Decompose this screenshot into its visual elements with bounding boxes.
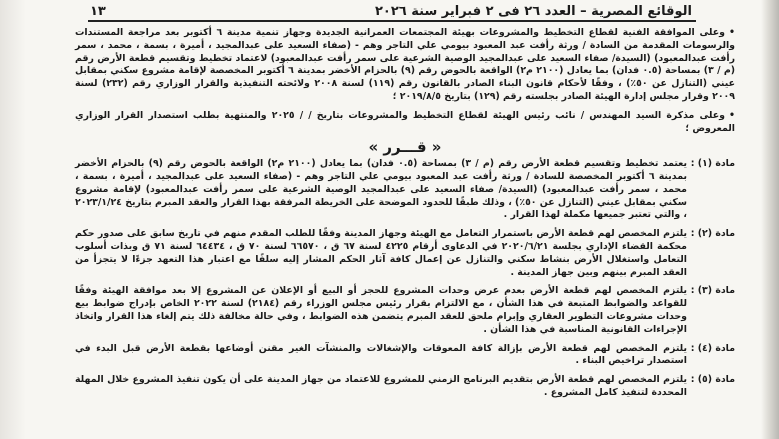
article-label: مادة (١) : xyxy=(690,158,735,170)
page-header xyxy=(90,4,692,19)
article-text: يعتمد تخطيط وتقسيم قطعة الأرض رقم (م / ٣) بمساحة (٠.٥ فدان) بما يعادل (٢١٠٠ م٢) الواقعة بالحوض رقم (٩) بالحزام الأخضر بمدينة ٦ أكتوبر المخصصة للسادة / ورثة رأفت عبد المعبود بيومي علي التاجر وهم - (صفاء السعيد على عبدالمجيد ، أميرة ، بسمة ، محمد ، سمر رأفت عبدالمعبود) (السيدة/ صفاء السعيد على عبدالمجيد الوصية الشرعية على سمر رأفت عبدالمعبود) لإقامة مشروع سكني بمقابل عيني (التنازل عن ٥٠٪) ، وذلك طبقًا للحدود الموضحة على الخريطة المرفقة بهذا القرار والعقد المبرم بتاريخ ٢٠٢٣/١/٢٤ ، والتي تعتبر جميعها مكملة لهذا القرار . xyxy=(75,158,688,221)
header-title: الوقائع المصرية – العدد ٢٦ فى ٢ فبراير سنة ٢٠٢٦ xyxy=(375,4,692,19)
article-2 xyxy=(75,228,735,279)
page-edge xyxy=(761,0,779,439)
preamble-paragraph: •وعلى مذكرة السيد المهندس / نائب رئيس الهيئة لقطاع التخطيط والمشروعات بتاريخ / / ٢٠٢٥ والمنتهية بطلب استصدار القرار الوزاري المعروض ؛ xyxy=(75,109,735,134)
article-1 xyxy=(75,158,735,222)
article-5 xyxy=(75,374,735,400)
header-divider xyxy=(88,20,696,22)
article-label: مادة (٥) : xyxy=(690,374,735,386)
article-3 xyxy=(75,285,735,336)
preamble-paragraph: •وعلى الموافقة الفنية لقطاع التخطيط والمشروعات بهيئة المجتمعات العمرانية الجديدة وجهاز تنمية مدينة ٦ أكتوبر بعد مراجعة المستندات والرسومات المقدمة من السادة / ورثة رأفت عبد المعبود بيومي علي التاجر وهم - (صفاء السعيد على عبدالمجيد ، أميرة ، بسمة ، محمد ، سمر رأفت عبدالمعبود) (السيدة/ صفاء السعيد على عبدالمجيد الوصية الشرعية على سمر رأفت عبدالمعبود) لاعتماد تخطيط وتقسيم قطعة الأرض رقم (م / ٣) بمساحة (٠.٥ فدان) بما يعادل (٢١٠٠ م٢) الواقعة بالحوض رقم (٩) بالحزام الأخضر بمدينة ٦ أكتوبر المخصصة لإقامة مشروع سكني بمقابل عيني (التنازل عن ٥٠٪) ، وفقًا لأحكام قانون البناء الصادر بالقانون رقم (١١٩) لسنة ٢٠٠٨ ولائحته التنفيذية والقرار الوزاري رقم (٢٣٢) لسنة ٢٠٠٩ وقرار مجلس إدارة الهيئة الصادر بجلسته رقم (١٢٩) بتاريخ ٢٠١٩/٨/٥ ؛ xyxy=(75,27,736,102)
bullet-icon: • xyxy=(729,27,735,38)
article-text: يلتزم المخصص لهم قطعة الأرض بتقديم البرنامج الزمني للمشروع للاعتماد من جهاز المدينة على أن يكون تنفيذ المشروع خلال المهلة المحددة لتنفيذ كامل المشروع . xyxy=(75,374,687,398)
decision-title: « قـــرر » xyxy=(368,138,442,157)
bullet-icon: • xyxy=(729,109,735,121)
article-label: مادة (٢) : xyxy=(690,228,735,240)
article-text: يلتزم المخصص لهم قطعة الأرض باستمرار التعامل مع الهيئة وجهاز المدينة وفقًا للطلب المقدم منهم في تاريخ سابق على صدور حكم محكمة القضاء الإداري بجلسة ٢٠٢٠/٦/٢١ في الدعاوى أرقام ٤٢٢٥ لسنة ٦٧ ق ، ٦٦٥٧٠ لسنة ٧٠ ق ، ٦٤٤٣٤ لسنة ٧١ ق وبذات أسلوب التعامل واستغلال الأرض بنشاط سكني والتنازل عن إعمال كافة آثار الحكم المشار إليه سلفًا مع اعتبار هذا التعهد جزءًا لا يتجزأ من العقد المبرم بينهم وبين جهاز المدينة . xyxy=(75,228,687,278)
article-text: يلتزم المخصص لهم قطعة الأرض بإزالة كافة المعوقات والإشغالات والمنشآت الغير مقنن أوضاعها بقطعة الأرض قبل البدء في استصدار تراخيص البناء . xyxy=(75,342,687,367)
page-gutter-shadow xyxy=(0,0,26,439)
article-label: مادة (٤) : xyxy=(690,342,735,354)
article-4 xyxy=(75,343,735,369)
article-label: مادة (٣) : xyxy=(690,285,735,297)
article-text: يلتزم المخصص لهم قطعة الأرض بعدم عرض وحدات المشروع للحجز أو البيع أو الإعلان عن المشروع إلا بعد موافقة الهيئة وفقًا للقواعد والضوابط المتبعة في هذا الشأن ، مع الالتزام بقرار رئيس مجلس الوزراء رقم (٢١٨٤) لسنة ٢٠٢٢ الخاص بإدراج ضوابط بيع وحدات مشروعات التطوير العقاري وإبرام ملحق للعقد المبرم يتضمن هذه الضوابط ، وفي حالة مخالفة ذلك يتم إلغاء هذا القرار واتخاذ الإجراءات القانونية المناسبة في هذا الشأن . xyxy=(75,285,687,335)
page-number: ١٣ xyxy=(90,4,106,19)
decree-body xyxy=(75,27,735,406)
